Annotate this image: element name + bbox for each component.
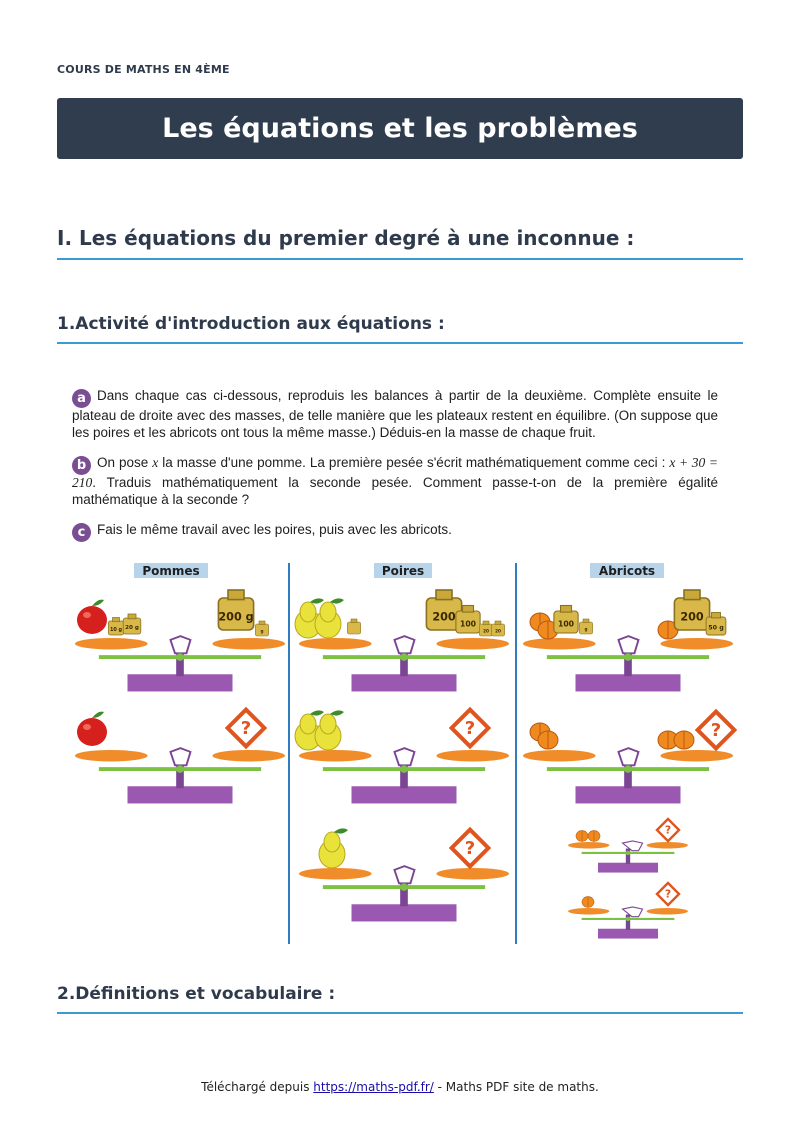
svg-text:50 g: 50 g xyxy=(708,624,724,632)
subsection-heading-1: 1.Activité d'introduction aux équations : xyxy=(57,314,743,344)
svg-text:10 g: 10 g xyxy=(109,626,123,633)
weight-icon xyxy=(123,614,141,634)
section-heading-1: I. Les équations du premier degré à une inconnue : xyxy=(57,226,743,260)
apple-icon xyxy=(77,712,107,746)
svg-text:g: g xyxy=(260,628,264,634)
weight-icon xyxy=(218,590,253,630)
variable-x: x xyxy=(152,455,159,470)
apricot-icon xyxy=(538,731,558,749)
weight-icon xyxy=(491,621,504,636)
badge-b: b xyxy=(72,456,91,475)
balance-abricots-4 xyxy=(568,883,688,939)
activity-text xyxy=(72,388,718,556)
badge-c: c xyxy=(72,523,91,542)
label-abricots: Abricots xyxy=(598,564,656,578)
svg-text:g: g xyxy=(584,626,588,632)
weight-icon xyxy=(347,619,360,634)
weight-icon xyxy=(554,606,578,634)
balance-poires-1 xyxy=(295,590,509,691)
weight-icon xyxy=(674,590,709,630)
question-icon xyxy=(657,883,679,905)
label-pommes: Pommes xyxy=(142,564,200,578)
svg-text:100: 100 xyxy=(459,619,477,629)
svg-text:20: 20 xyxy=(495,628,501,634)
svg-text:200: 200 xyxy=(680,610,704,624)
balance-abricots-3 xyxy=(568,819,688,873)
badge-a: a xyxy=(72,389,91,408)
footer-text-1: Téléchargé depuis xyxy=(201,1080,314,1094)
footer xyxy=(0,1080,800,1094)
activity-b-text-3: . Traduis mathématiquement la seconde pesée. Comment passe-t-on de la première égalité mathématique à la seconde ? xyxy=(72,475,718,507)
weight-icon xyxy=(579,619,592,634)
activity-item-c xyxy=(72,522,718,542)
balance-poires-2 xyxy=(295,710,509,804)
question-icon xyxy=(228,710,265,747)
apricot-icon xyxy=(582,897,594,908)
course-label: COURS DE MATHS EN 4ÈME xyxy=(57,63,230,76)
activity-b-text-1: On pose xyxy=(97,455,153,470)
weight-icon xyxy=(255,621,268,636)
column-labels xyxy=(134,563,664,578)
apple-icon xyxy=(77,600,107,634)
balance-pommes-1 xyxy=(75,590,285,691)
apricot-icon xyxy=(674,731,694,749)
balance-scales xyxy=(75,590,734,939)
footer-text-2: - Maths PDF site de maths. xyxy=(433,1080,599,1094)
footer-link[interactable]: https://maths-pdf.fr/ xyxy=(313,1080,434,1094)
svg-text:100: 100 xyxy=(557,619,575,629)
apricot-icon xyxy=(588,831,600,842)
activity-a-text: Dans chaque cas ci-dessous, reproduis les balances à partir de la deuxième. Complète ensuite le plateau de droite avec des masses, de telle manière que les plateaux restent en équilibre. (On suppose que les poires et les abricots ont tous la même masse.) Déduis-en la masse de chaque fruit. xyxy=(72,388,718,440)
activity-item-b xyxy=(72,455,718,508)
page-title: Les équations et les problèmes xyxy=(162,113,638,144)
balance-illustration: ? Pommes Poires Abricots 10 g 20 g200 gg20010020 20100g20050 g xyxy=(70,560,738,946)
subsection-heading-2: 2.Définitions et vocabulaire : xyxy=(57,984,743,1014)
equation: x + 30 = 210 xyxy=(72,455,718,490)
balance-abricots-1 xyxy=(523,590,733,691)
pear-icon xyxy=(315,598,344,638)
balance-abricots-2 xyxy=(523,712,734,804)
weight-icon xyxy=(479,621,492,636)
svg-text:200 g: 200 g xyxy=(218,610,254,624)
activity-item-a xyxy=(72,388,718,441)
title-banner xyxy=(57,98,743,159)
question-icon xyxy=(698,712,735,749)
svg-text:200: 200 xyxy=(432,610,456,624)
svg-text:20: 20 xyxy=(483,628,489,634)
balance-poires-3 xyxy=(299,828,509,921)
balance-pommes-2 xyxy=(75,710,285,804)
question-icon xyxy=(452,710,489,747)
pear-icon xyxy=(315,710,344,750)
label-poires: Poires xyxy=(381,564,425,578)
pear-icon xyxy=(319,828,348,868)
question-icon xyxy=(452,830,489,867)
activity-c-text: Fais le même travail avec les poires, puis avec les abricots. xyxy=(97,522,452,537)
weight-icon xyxy=(108,618,123,636)
activity-b-text-2: la masse d'une pomme. La première pesée s'écrit mathématiquement comme ceci : xyxy=(158,455,670,470)
svg-text:20 g: 20 g xyxy=(125,625,139,632)
apricot-icon xyxy=(576,831,588,842)
question-icon xyxy=(657,819,679,841)
